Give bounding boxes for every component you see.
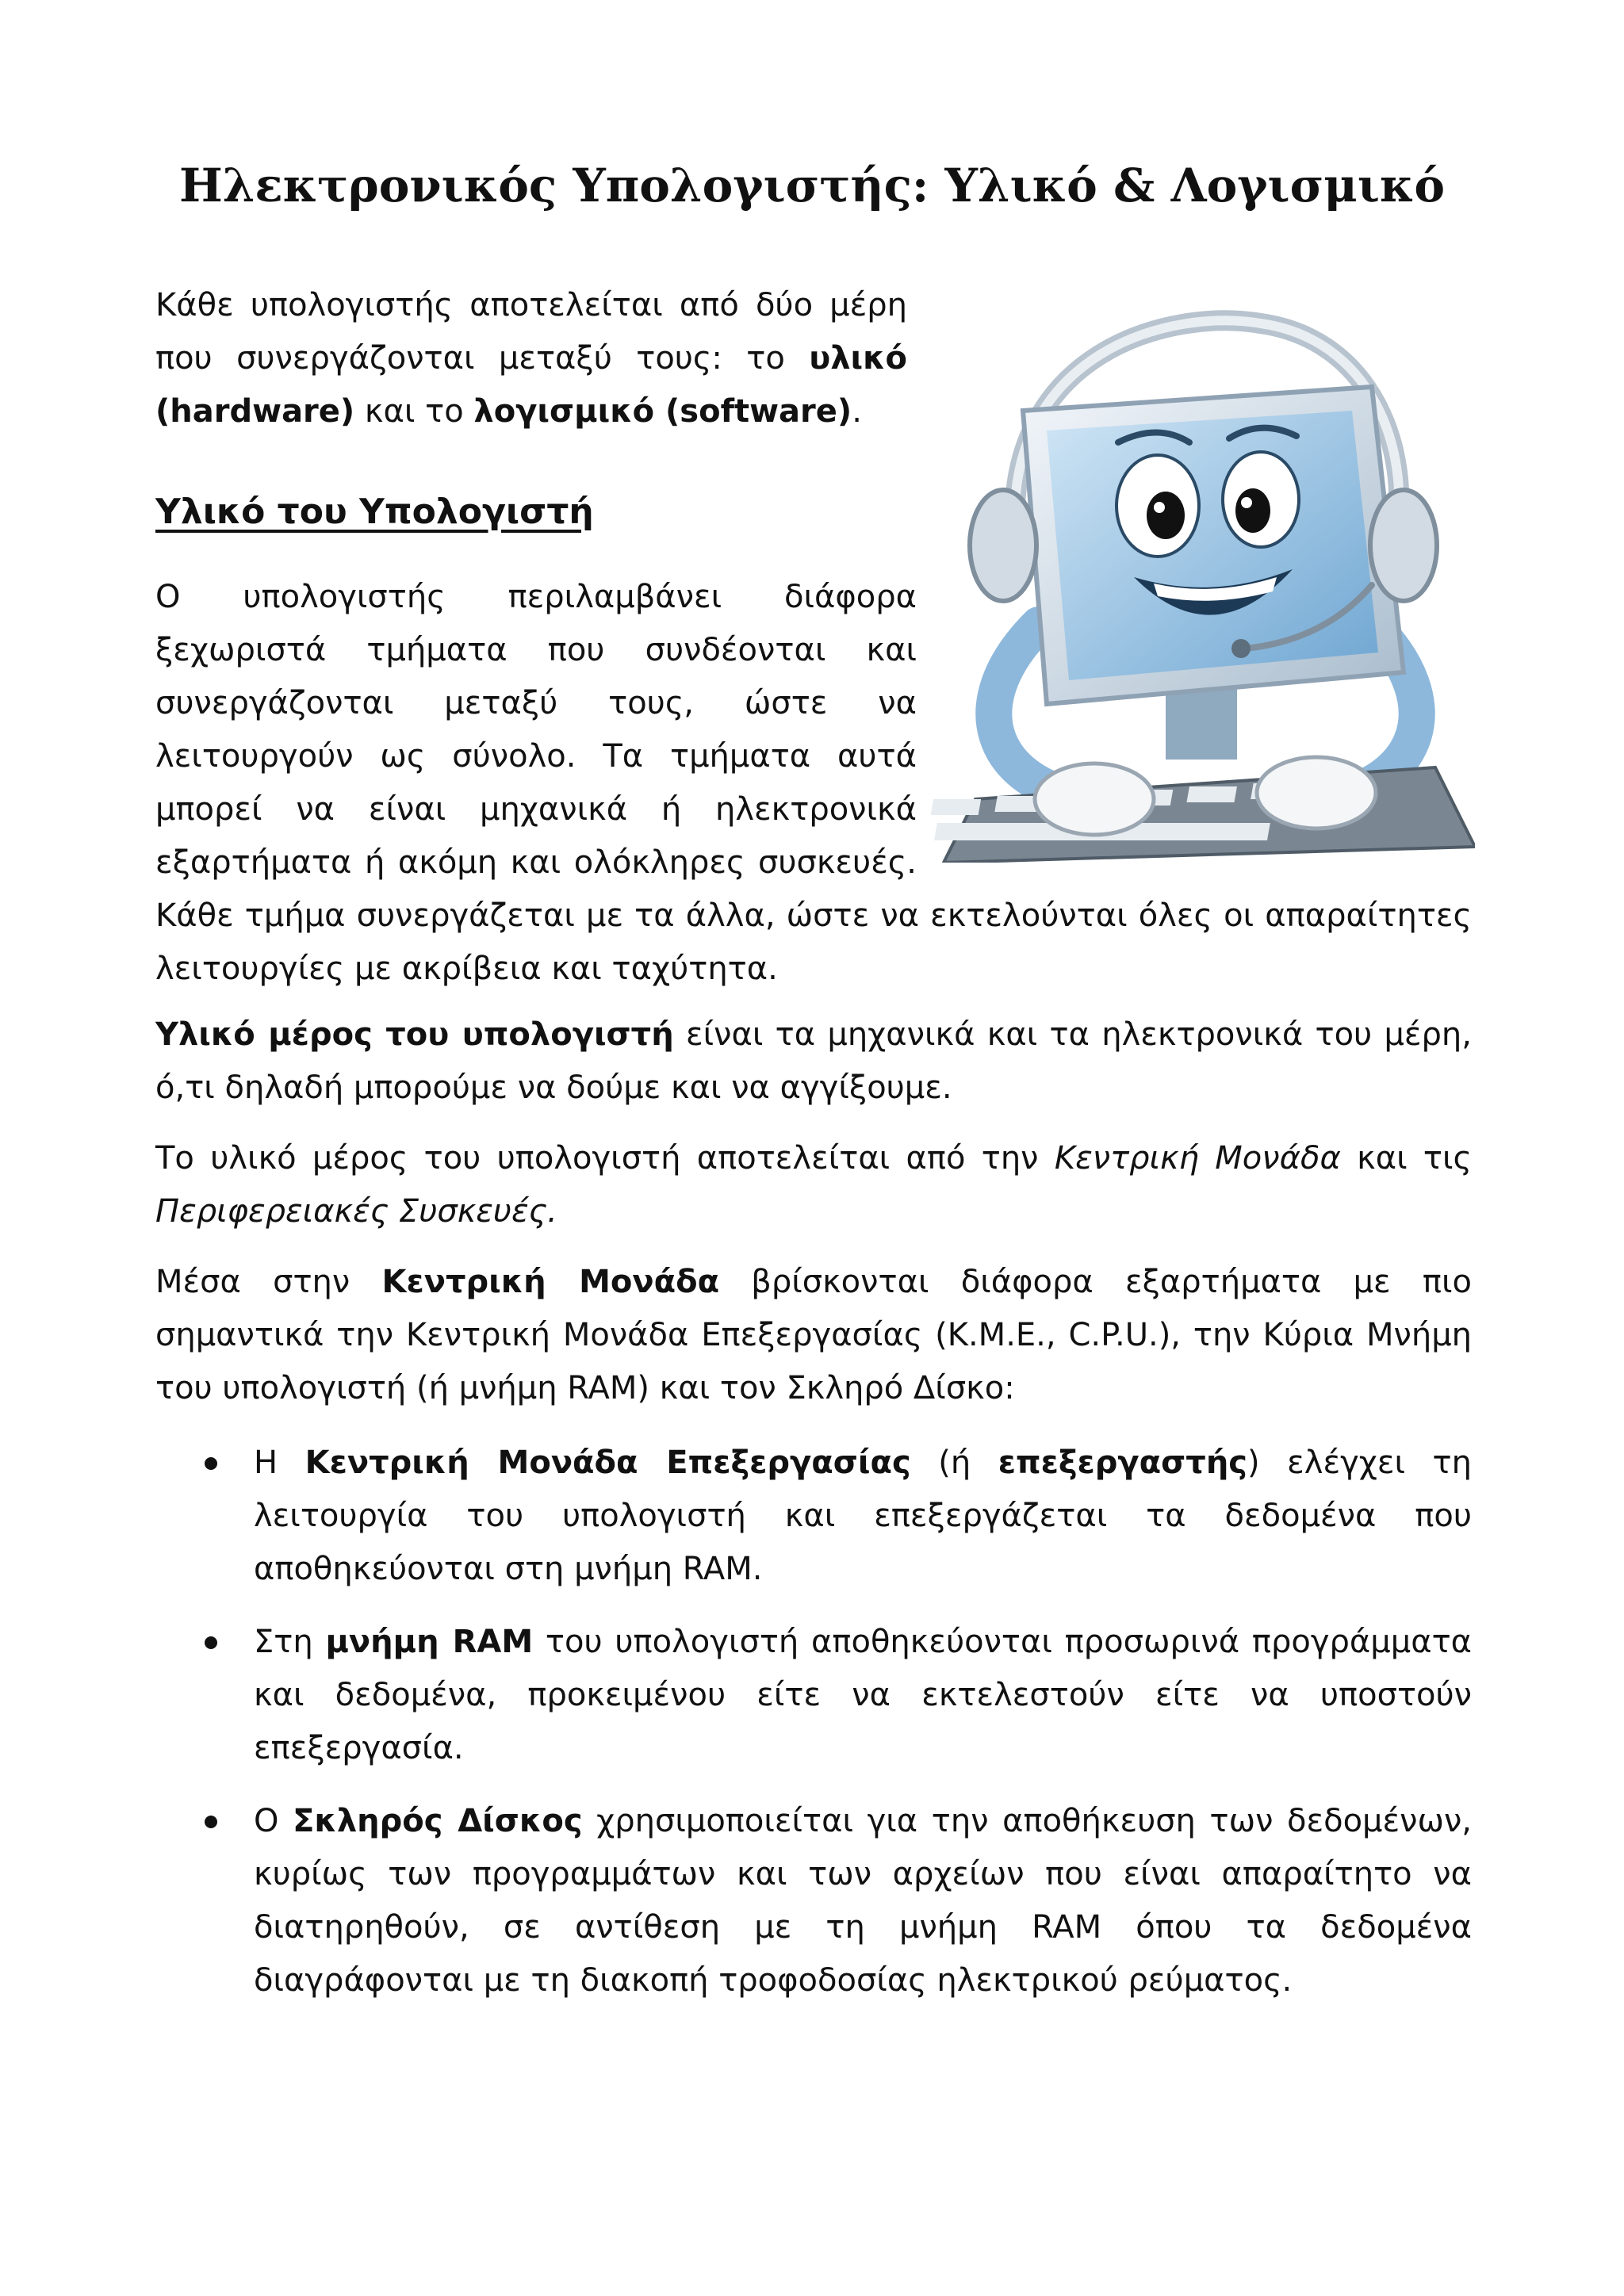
parts-text: Ο υπολογιστής περιλαμβάνει διάφορα ξεχωριστά τμήματα που συνδέονται και συνεργάζονται μεταξύ τους, ώστε να λειτουργούν ως σύνολο. Τα τμήματα αυτά μπορεί να είναι μηχανικά ή ηλεκτρονικά εξαρτήματα ή ακόμη και ολόκληρες συσκευές. Κάθε τμήμα συνεργάζεται με τα άλλα, ώστε να εκτελούνται όλες οι απαραίτητες λειτουργίες με ακρίβεια και ταχύτητα. <box>155 579 1472 987</box>
units-text-2: και τις <box>1340 1140 1473 1177</box>
cpu-text-2: (ή <box>910 1445 998 1481</box>
units-text-1: Το υλικό μέρος του υπολογιστή αποτελείται από την <box>155 1140 1055 1177</box>
intro-paragraph <box>155 279 907 438</box>
hardware-text: είναι τα μηχανικά και τα ηλεκτρονικά του μέρη, ό,τι δηλαδή μπορούμε να δούμε και να αγγίξουμε. <box>155 1016 1472 1106</box>
list-item-ram <box>155 1616 1472 1775</box>
bullet-dot-icon <box>205 1636 217 1649</box>
intro-hardware-term: υλικό (hardware) <box>155 340 907 430</box>
cpu-text-3: ) ελέγχει τη λειτουργία του υπολογιστή και επεξεργάζεται τα δεδομένα που αποθηκεύονται στη μνήμη RAM. <box>254 1445 1472 1587</box>
units-paragraph <box>155 1132 1472 1238</box>
processor-term: επεξεργαστής <box>998 1445 1248 1481</box>
cpu-text-1: Η <box>254 1445 305 1481</box>
intro-software-term: λογισμικό (software) <box>473 393 852 430</box>
intro-text-2: και το <box>354 393 474 430</box>
bullet-dot-icon <box>205 1457 217 1470</box>
components-list <box>155 1437 1472 2027</box>
intro-text-3: . <box>852 393 862 430</box>
parts-paragraph-text <box>155 571 1472 996</box>
bullet-dot-icon <box>205 1816 217 1828</box>
ram-term: μνήμη RAM <box>325 1624 534 1660</box>
central-text-2: βρίσκονται διάφορα εξαρτήματα με πιο σημαντικά την Κεντρική Μονάδα Επεξεργασίας (Κ.Μ.Ε., C.P.U.), την Κύρια Μνήμη του υπολογιστή (ή μνήμη RAM) και τον Σκληρό Δίσκο: <box>155 1264 1472 1406</box>
disk-term: Σκληρός Δίσκος <box>293 1803 583 1839</box>
list-item-cpu <box>155 1437 1472 1596</box>
ram-text-1: Στη <box>254 1624 326 1660</box>
central-unit-paragraph <box>155 1256 1472 1415</box>
section-heading: Υλικό του Υπολογιστή <box>155 492 594 532</box>
list-item-hard-disk <box>155 1795 1472 2007</box>
disk-text-1: Ο <box>254 1803 293 1839</box>
ram-text-2: του υπολογιστή αποθηκεύονται προσωρινά προγράμματα και δεδομένα, προκειμένου είτε να εκτελεστούν είτε να υποστούν επεξεργασία. <box>254 1624 1473 1766</box>
central-unit-bold: Κεντρική Μονάδα <box>381 1264 720 1300</box>
hardware-paragraph <box>155 1008 1472 1115</box>
cpu-term: Κεντρική Μονάδα Επεξεργασίας <box>304 1445 911 1481</box>
central-text-1: Μέσα στην <box>155 1264 382 1300</box>
disk-text-2: χρησιμοποιείται για την αποθήκευση των δεδομένων, κυρίως των προγραμμάτων και των αρχείων που είναι απαραίτητο να διατηρηθούν, σε αντίθεση με τη μνήμη RAM όπου τα δεδομένα διαγράφονται με τη διακοπή τροφοδοσίας ηλεκτρικού ρεύματος. <box>254 1803 1473 1999</box>
peripherals-term: Περιφερειακές Συσκευές. <box>155 1193 557 1230</box>
central-unit-term: Κεντρική Μονάδα <box>1054 1140 1341 1177</box>
hardware-term: Υλικό μέρος του υπολογιστή <box>155 1016 674 1053</box>
page-title: Ηλεκτρονικός Υπολογιστής: Υλικό & Λογισμικό <box>178 159 1446 212</box>
intro-text-1: Κάθε υπολογιστής αποτελείται από δύο μέρη που συνεργάζονται μεταξύ τους: το <box>155 287 907 377</box>
